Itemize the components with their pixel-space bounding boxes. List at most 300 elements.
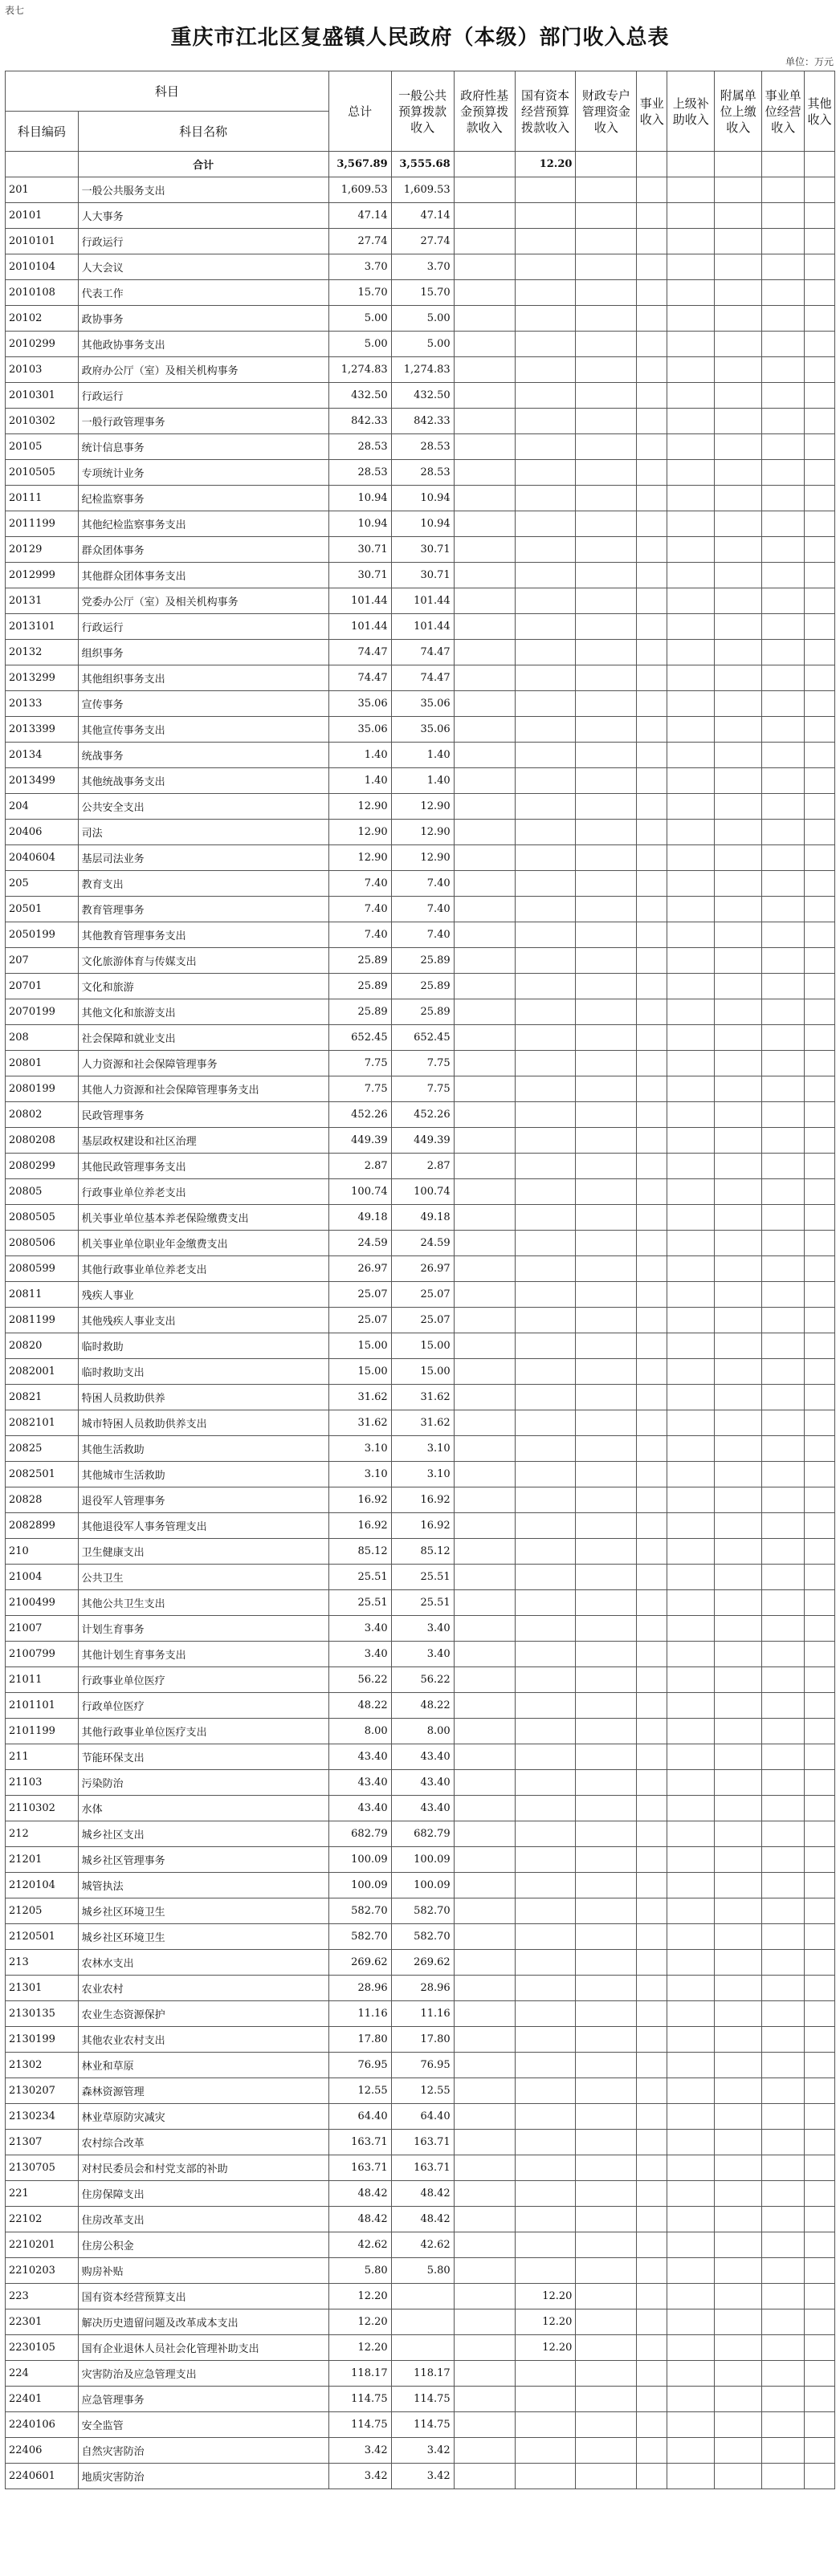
total-amount: 1,274.83 [328,357,391,383]
empty-cell [805,1359,835,1385]
empty-cell [637,1770,667,1796]
subject-code: 201 [6,177,79,203]
empty-cell [715,1796,762,1821]
state-capital-amount [515,563,576,588]
empty-cell [805,2258,835,2284]
empty-cell [715,2412,762,2438]
empty-cell [715,768,762,794]
total-amount: 452.26 [328,1102,391,1128]
subject-code: 2080299 [6,1154,79,1179]
general-budget-amount: 3.42 [391,2464,454,2489]
empty-cell [576,1359,637,1385]
total-amount: 28.96 [328,1976,391,2001]
subject-code: 224 [6,2361,79,2387]
empty-cell [576,2078,637,2104]
empty-cell [762,1231,805,1256]
table-row [6,1667,835,1693]
empty-cell [667,383,715,409]
total-amount: 100.09 [328,1847,391,1873]
empty-cell [576,434,637,460]
subject-name: 其他宣传事务支出 [78,717,328,743]
total-amount: 1.40 [328,768,391,794]
table-row [6,1308,835,1333]
empty-cell [715,2027,762,2053]
total-amount: 26.97 [328,1256,391,1282]
empty-cell [762,1256,805,1282]
table-row [6,1565,835,1590]
empty-cell [667,1719,715,1744]
table-row [6,409,835,434]
subject-code: 2210203 [6,2258,79,2284]
empty-cell [637,614,667,640]
empty-cell [805,1719,835,1744]
empty-cell [667,1231,715,1256]
empty-cell [667,1359,715,1385]
table-row [6,897,835,922]
general-budget-amount: 432.50 [391,383,454,409]
empty-cell [576,640,637,665]
subject-name: 基层政权建设和社区治理 [78,1128,328,1154]
state-capital-amount [515,1359,576,1385]
total-amount: 31.62 [328,1410,391,1436]
general-budget-amount: 5.00 [391,306,454,332]
table-row [6,537,835,563]
subject-name: 其他残疾人事业支出 [78,1308,328,1333]
empty-cell [805,794,835,820]
table-row [6,1128,835,1154]
empty-cell [762,1590,805,1616]
empty-cell [715,1642,762,1667]
empty-cell [762,2104,805,2130]
subject-code: 21201 [6,1847,79,1873]
empty-cell [762,2464,805,2489]
empty-cell [762,948,805,974]
subject-name: 行政单位医疗 [78,1693,328,1719]
table-row [6,2207,835,2232]
subject-name: 灾害防治及应急管理支出 [78,2361,328,2387]
state-capital-amount: 12.20 [515,2335,576,2361]
empty-cell [762,717,805,743]
empty-cell [805,614,835,640]
total-amount: 163.71 [328,2155,391,2181]
empty-cell [667,1051,715,1076]
empty-cell [715,1719,762,1744]
empty-cell [667,999,715,1025]
empty-cell [576,2361,637,2387]
table-row [6,383,835,409]
empty-cell [667,1333,715,1359]
empty-cell [667,229,715,254]
general-budget-amount: 3.70 [391,254,454,280]
empty-cell [805,511,835,537]
empty-cell [805,2387,835,2412]
total-amount: 7.40 [328,897,391,922]
empty-cell [805,486,835,511]
state-capital-amount [515,1513,576,1539]
empty-cell [576,460,637,486]
gov-fund-amount [454,409,515,434]
state-capital-amount [515,588,576,614]
subject-name: 一般行政管理事务 [78,409,328,434]
subject-code: 2080599 [6,1256,79,1282]
empty-cell [667,2155,715,2181]
empty-cell [715,2438,762,2464]
gov-fund-amount [454,2078,515,2104]
total-amount: 43.40 [328,1770,391,1796]
empty-cell [576,897,637,922]
total-amount: 3.42 [328,2464,391,2489]
empty-cell [637,537,667,563]
empty-cell [762,2027,805,2053]
empty-cell [637,1333,667,1359]
empty-cell [715,1051,762,1076]
subject-code: 2040604 [6,845,79,871]
gov-fund-amount [454,871,515,897]
empty-cell [762,2387,805,2412]
table-row [6,563,835,588]
empty-cell [715,1333,762,1359]
subject-name: 一般公共服务支出 [78,177,328,203]
subject-code: 2080505 [6,1205,79,1231]
state-capital-amount [515,1976,576,2001]
state-capital-amount [515,1462,576,1487]
empty-cell [715,460,762,486]
general-budget-amount: 74.47 [391,665,454,691]
empty-cell [667,2053,715,2078]
empty-cell [667,820,715,845]
general-budget-amount: 25.07 [391,1282,454,1308]
state-capital-amount [515,1770,576,1796]
table-row [6,1847,835,1873]
general-budget-amount: 28.53 [391,434,454,460]
subject-code: 20820 [6,1333,79,1359]
empty-cell [762,974,805,999]
empty-cell [715,897,762,922]
empty-cell [805,1154,835,1179]
header-affiliated-income: 附属单位上缴收入 [715,71,762,152]
subject-name: 森林资源管理 [78,2078,328,2104]
total-amount: 12.90 [328,845,391,871]
subject-code: 21007 [6,1616,79,1642]
empty-cell [576,1487,637,1513]
header-other-income: 其他收入 [805,71,835,152]
header-business-income: 事业收入 [637,71,667,152]
empty-cell [667,1025,715,1051]
subject-code: 2013101 [6,614,79,640]
empty-cell [667,2078,715,2104]
empty-cell [637,1847,667,1873]
empty-cell [576,1051,637,1076]
total-amount: 35.06 [328,717,391,743]
gov-fund-amount [454,820,515,845]
subject-name: 其他组织事务支出 [78,665,328,691]
empty-cell [805,460,835,486]
gov-fund-amount [454,743,515,768]
gov-fund-amount [454,2309,515,2335]
subject-name: 特困人员救助供养 [78,1385,328,1410]
empty-cell [715,1102,762,1128]
empty-cell [805,1693,835,1719]
empty-cell [805,2309,835,2335]
subject-name: 代表工作 [78,280,328,306]
empty-cell [637,1821,667,1847]
general-budget-amount: 7.40 [391,897,454,922]
state-capital-amount [515,691,576,717]
empty-cell [667,2361,715,2387]
subject-code: 2081199 [6,1308,79,1333]
general-budget-amount: 43.40 [391,1744,454,1770]
empty-cell [637,1154,667,1179]
table-row [6,1333,835,1359]
empty-cell [805,1179,835,1205]
gov-fund-amount [454,2130,515,2155]
empty-cell [762,999,805,1025]
table-row [6,588,835,614]
empty-cell [637,717,667,743]
empty-cell [576,871,637,897]
empty-cell [637,2335,667,2361]
subject-code: 2130199 [6,2027,79,2053]
empty-cell [805,2232,835,2258]
total-amount: 114.75 [328,2387,391,2412]
empty-cell [805,691,835,717]
total-amount: 5.80 [328,2258,391,2284]
subject-code: 207 [6,948,79,974]
empty-cell [762,1128,805,1154]
empty-cell [762,1796,805,1821]
empty-cell [805,1642,835,1667]
empty-cell [637,1976,667,2001]
subject-code: 2082501 [6,1462,79,1487]
empty-cell [805,768,835,794]
empty-cell [715,1847,762,1873]
general-budget-amount: 118.17 [391,2361,454,2387]
empty-cell [805,152,835,177]
empty-cell [715,1205,762,1231]
subject-code: 2013499 [6,768,79,794]
empty-cell [805,1667,835,1693]
empty-cell [637,1565,667,1590]
table-row [6,2232,835,2258]
empty-cell [805,2361,835,2387]
state-capital-amount [515,1873,576,1898]
empty-cell [667,2464,715,2489]
empty-cell [805,1487,835,1513]
general-budget-amount: 1,609.53 [391,177,454,203]
empty-cell [805,409,835,434]
empty-cell [637,1359,667,1385]
empty-cell [667,1128,715,1154]
state-capital-amount [515,1719,576,1744]
gov-fund-amount [454,717,515,743]
gov-fund-amount [454,1076,515,1102]
subject-name: 林业和草原 [78,2053,328,2078]
subject-name: 组织事务 [78,640,328,665]
empty-cell [762,2001,805,2027]
total-amount: 17.80 [328,2027,391,2053]
empty-cell [805,1462,835,1487]
table-row [6,1590,835,1616]
empty-cell [667,1924,715,1950]
gov-fund-amount [454,1976,515,2001]
empty-cell [637,948,667,974]
gov-fund-amount [454,665,515,691]
subject-code: 20701 [6,974,79,999]
gov-fund-amount [454,2284,515,2309]
general-budget-amount: 31.62 [391,1410,454,1436]
subject-name: 退役军人管理事务 [78,1487,328,1513]
empty-cell [762,1847,805,1873]
empty-cell [667,563,715,588]
empty-cell [715,177,762,203]
empty-cell [637,1025,667,1051]
empty-cell [805,1898,835,1924]
state-capital-amount [515,1950,576,1976]
header-superior-subsidy: 上级补助收入 [667,71,715,152]
empty-cell [715,2464,762,2489]
gov-fund-amount [454,434,515,460]
empty-cell [715,2104,762,2130]
empty-cell [637,974,667,999]
subject-code: 2013399 [6,717,79,743]
empty-cell [762,2232,805,2258]
table-row [6,1385,835,1410]
subject-name: 行政事业单位医疗 [78,1667,328,1693]
general-budget-amount: 25.51 [391,1565,454,1590]
empty-cell [715,2181,762,2207]
general-budget-amount: 11.16 [391,2001,454,2027]
general-budget-amount [391,2335,454,2361]
empty-cell [667,974,715,999]
empty-cell [762,1873,805,1898]
empty-cell [667,306,715,332]
subject-name: 节能环保支出 [78,1744,328,1770]
empty-cell [715,1976,762,2001]
empty-cell [576,2387,637,2412]
empty-cell [715,614,762,640]
empty-cell [576,820,637,845]
state-capital-amount [515,1308,576,1333]
empty-cell [762,1667,805,1693]
empty-cell [805,203,835,229]
empty-cell [762,2361,805,2387]
general-budget-amount: 7.40 [391,922,454,948]
subject-code: 2130207 [6,2078,79,2104]
empty-cell [715,2309,762,2335]
empty-cell [576,1770,637,1796]
empty-cell [667,177,715,203]
empty-cell [715,1436,762,1462]
general-budget-amount: 5.80 [391,2258,454,2284]
empty-cell [637,280,667,306]
empty-cell [715,511,762,537]
empty-cell [576,614,637,640]
state-capital-amount [515,1744,576,1770]
empty-cell [805,306,835,332]
empty-cell [637,2464,667,2489]
state-capital-amount [515,1616,576,1642]
empty-cell [762,871,805,897]
empty-cell [715,1539,762,1565]
general-budget-amount: 28.53 [391,460,454,486]
state-capital-amount [515,254,576,280]
subject-name: 其他文化和旅游支出 [78,999,328,1025]
general-budget-amount [391,2284,454,2309]
empty-cell [667,2284,715,2309]
empty-cell [715,922,762,948]
gov-fund-amount [454,2053,515,2078]
table-row [6,2387,835,2412]
empty-cell [762,1076,805,1102]
table-row [6,2309,835,2335]
empty-cell [576,743,637,768]
empty-cell [762,1976,805,2001]
empty-cell [637,1719,667,1744]
table-row [6,717,835,743]
total-amount: 3.10 [328,1436,391,1462]
gov-fund-amount [454,948,515,974]
empty-cell [667,922,715,948]
gov-fund-amount [454,254,515,280]
general-budget-amount: 30.71 [391,537,454,563]
general-budget-amount: 17.80 [391,2027,454,2053]
empty-cell [576,1821,637,1847]
empty-cell [805,922,835,948]
state-capital-amount [515,1154,576,1179]
subject-code: 20828 [6,1487,79,1513]
empty-cell [805,1744,835,1770]
table-row [6,511,835,537]
empty-cell [637,1744,667,1770]
general-budget-amount: 12.55 [391,2078,454,2104]
subject-code: 20811 [6,1282,79,1308]
empty-cell [667,1796,715,1821]
empty-cell [637,1487,667,1513]
empty-cell [637,897,667,922]
subject-code: 21302 [6,2053,79,2078]
table-row [6,460,835,486]
gov-fund-amount [454,768,515,794]
empty-cell [762,1693,805,1719]
general-budget-amount: 449.39 [391,1128,454,1154]
empty-cell [576,1513,637,1539]
table-row [6,1950,835,1976]
empty-cell [576,177,637,203]
subject-code: 21301 [6,1976,79,2001]
subject-code: 2240601 [6,2464,79,2489]
empty-cell [715,383,762,409]
subject-code: 21103 [6,1770,79,1796]
general-budget-amount: 7.75 [391,1051,454,1076]
subject-code: 20132 [6,640,79,665]
empty-cell [762,1513,805,1539]
empty-cell [715,357,762,383]
subject-code: 208 [6,1025,79,1051]
subject-name: 住房保障支出 [78,2181,328,2207]
subject-code: 2080199 [6,1076,79,1102]
empty-cell [576,511,637,537]
general-budget-amount: 682.79 [391,1821,454,1847]
total-amount: 7.40 [328,871,391,897]
empty-cell [762,537,805,563]
empty-cell [715,2053,762,2078]
gov-fund-amount [454,1359,515,1385]
empty-cell [637,2309,667,2335]
empty-cell [637,2412,667,2438]
general-budget-amount: 25.51 [391,1590,454,1616]
subject-name: 农村综合改革 [78,2130,328,2155]
gov-fund-amount [454,2155,515,2181]
